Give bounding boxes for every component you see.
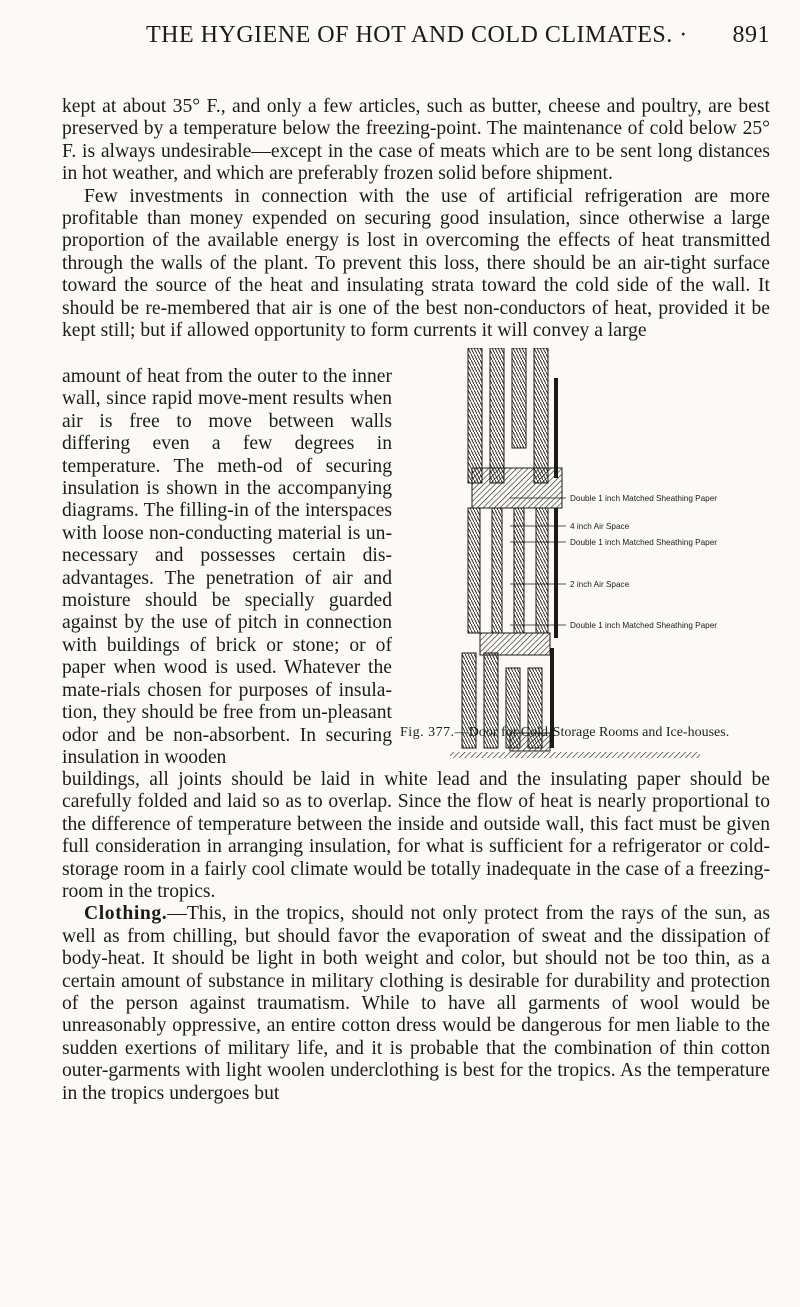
body-text-wrapped: [62, 366, 392, 769]
door-section-diagram: [450, 348, 780, 758]
figure-number: Fig. 377.: [400, 725, 455, 740]
paragraph-2-bottom: buildings, all joints should be laid in white lead and the insulating paper should be carefully folded and laid so as to overlap. Since the flow of heat is nearly proportional to the difference of temperature between the inside and outside wall, this fact must be given full consideration in arranging insulation, for what is sufficient for a refrigerator or cold-storage room in a fairly cool climate would be totally inadequate in the case of a freezing-room in the tropics.: [62, 769, 770, 903]
paragraph-2-top: Few investments in connection with the use of artificial refrigeration are more profitable than money expended on securing good insulation, since otherwise a large proportion of the available energy is lost in overcoming the effects of heat transmitted through the walls of the plant. To prevent this loss, there should be an air-tight surface toward the source of the heat and insulating strata toward the cold side of the wall. It should be re-membered that air is one of the best non-conductors of heat, provided it be kept still; but if allowed opportunity to form currents it will convey a large: [62, 185, 770, 342]
upper-posts: [468, 348, 558, 483]
label-air-space-2in: 2 inch Air Space: [570, 580, 630, 589]
running-header: [62, 22, 770, 56]
figure-caption: [400, 725, 770, 740]
paragraph-3: [62, 903, 770, 1105]
lower-frame: [450, 648, 700, 758]
body-text-top: [62, 96, 770, 342]
paragraph-1: kept at about 35° F., and only a few articles, such as butter, cheese and poultry, are best preserved by a temperature below the freezing-point. The maintenance of cold below 25° F. is always undesirable—except in the case of meats which are to be sent long distances in hot weather, and which are preferably frozen solid before shipment.: [62, 96, 770, 185]
running-title: THE HYGIENE OF HOT AND COLD CLIMATES. ·: [146, 22, 688, 48]
label-sheathing-2: Double 1 inch Matched Sheathing Paper: [570, 538, 718, 547]
clothing-body: —This, in the tropics, should not only protect from the rays of the sun, as well as from chilling, but should favor the evaporation of sweat and the dissipation of body-heat. It should be light in both weight and color, but should not be too thin, as a certain amount of substance in military clothing is desirable for durability and protection of the person against traumatism. While to have all garments of wool would be unreasonably oppressive, an entire cotton dress would be dangerous for men liable to the sudden exertions of military life, and it is probable that the combination of thin cotton outer-garments with light woolen underclothing is best for the tropics. As the temperature in the tropics undergoes but: [62, 903, 770, 1104]
paragraph-2-wrapped: amount of heat from the outer to the inner wall, since rapid move-ment results when air is free to move between walls differing even a few degrees in temperature. The meth-od of securing insulation is shown in the accompanying diagrams. The filling-in of the interspaces with loose non-conducting material is un-necessary and possesses certain dis-advantages. The penetration of air and moisture should be specially guarded against by the use of pitch in connection with buildings of brick or stone; or of paper when wood is used. Whatever the mate-rials chosen for purposes of insula-tion, they should be free from un-pleasant odor and be non-absorbent. In securing insulation in wooden: [62, 366, 392, 768]
label-sheathing-1: Double 1 inch Matched Sheathing Paper: [570, 494, 718, 503]
figure-caption-text: —Door for Cold-Storage Rooms and Ice-houses.: [454, 725, 730, 740]
label-sheathing-3: Double 1 inch Matched Sheathing Paper: [570, 621, 718, 630]
body-text-bottom: [62, 769, 770, 1105]
door-insulation-figure: [450, 348, 780, 758]
label-air-space-4in: 4 inch Air Space: [570, 522, 630, 531]
page-number: 891: [732, 22, 770, 48]
door-layers: [468, 468, 562, 655]
clothing-heading: Clothing.: [84, 903, 168, 925]
